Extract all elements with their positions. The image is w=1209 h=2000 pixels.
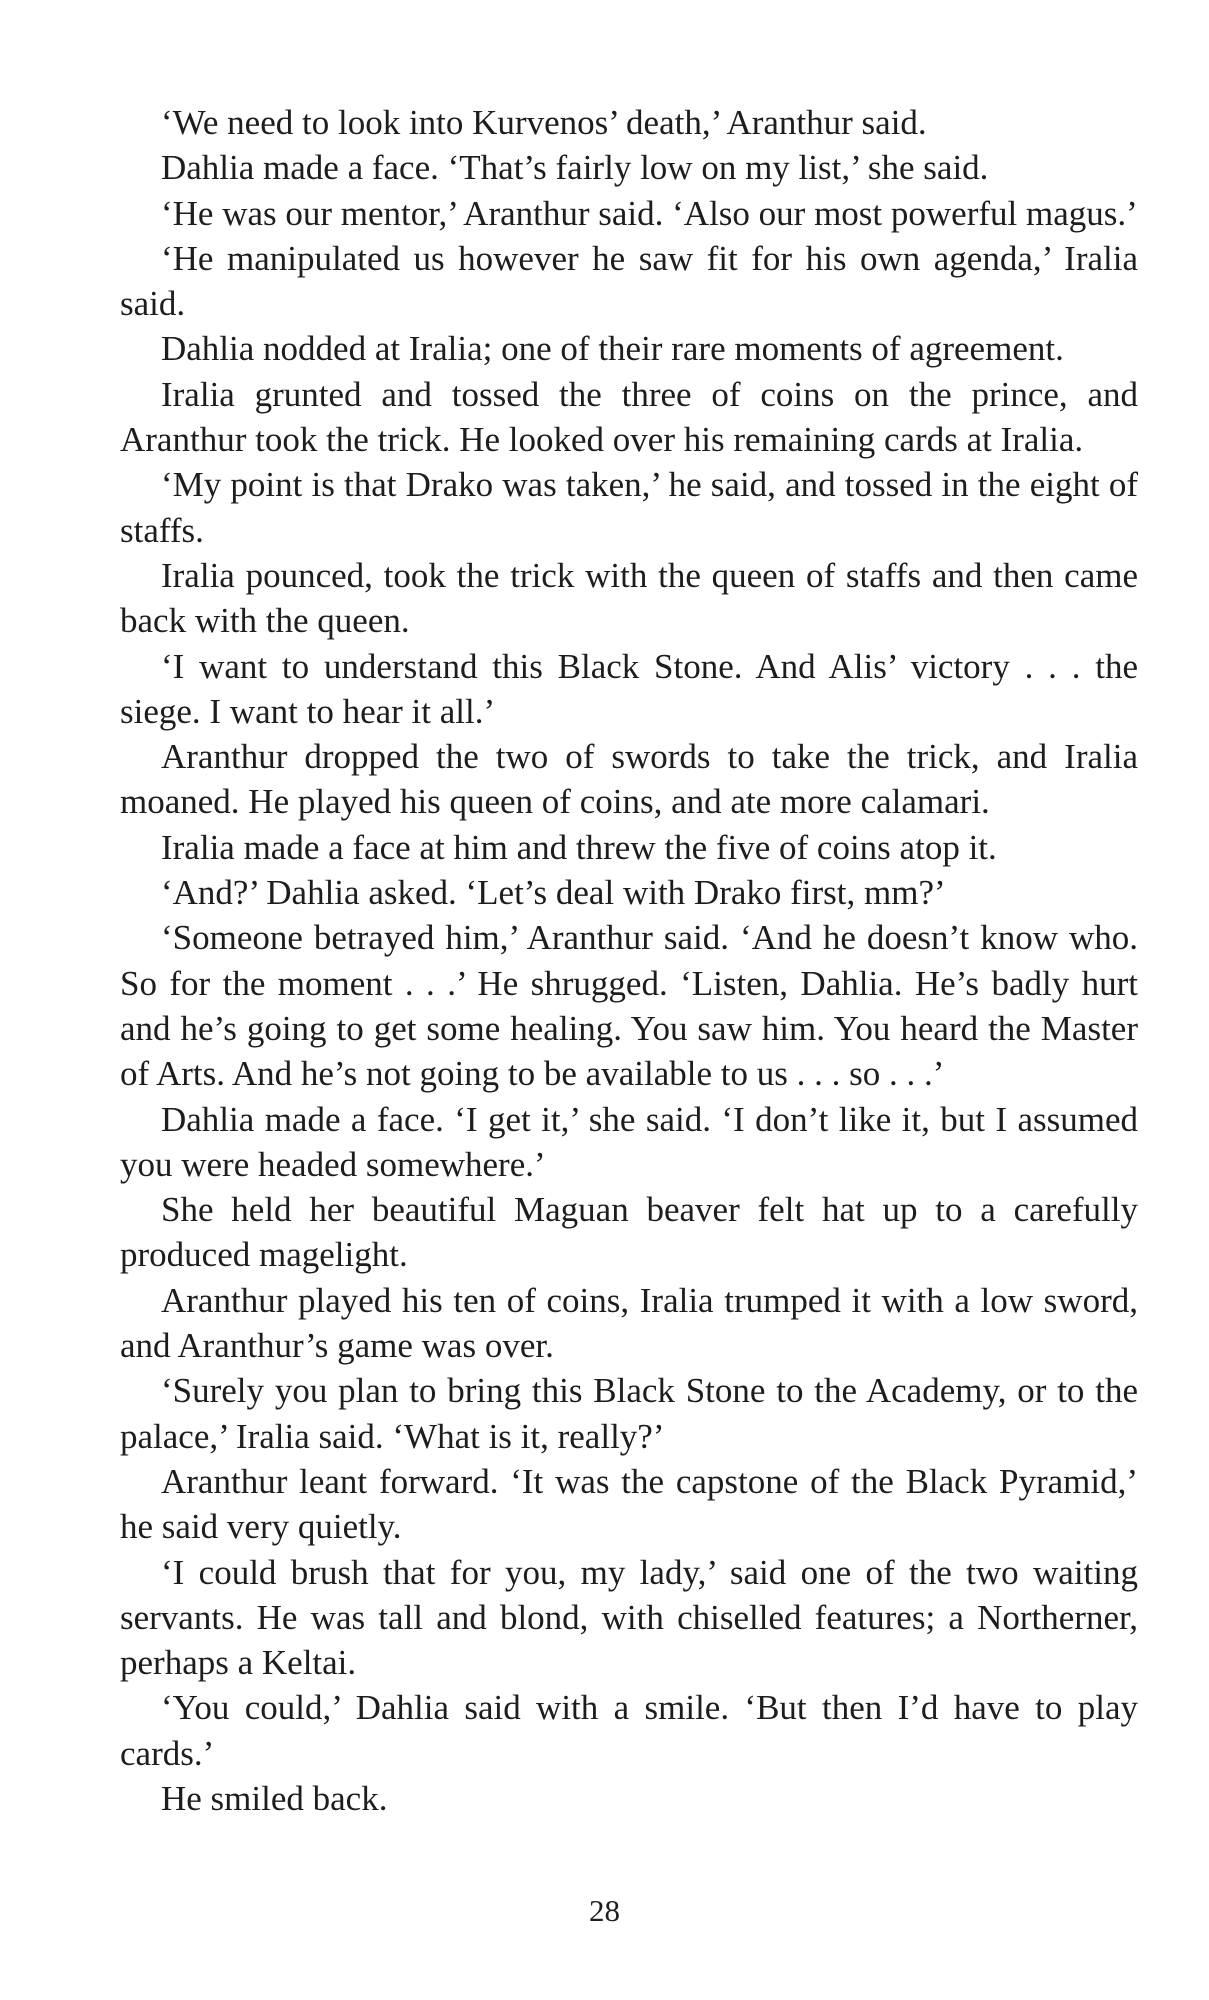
paragraph: ‘Surely you plan to bring this Black Stone to the Academy, or to the palace,’ Iralia said. ‘What is it, really?’ — [120, 1371, 1138, 1456]
paragraph: He smiled back. — [161, 1778, 388, 1818]
paragraph: Aranthur leant forward. ‘It was the capstone of the Black Pyramid,’ he said very quietly. — [120, 1461, 1138, 1547]
paragraph: ‘My point is that Drako was taken,’ he said, and tossed in the eight of staffs. — [120, 465, 1138, 550]
paragraph: Aranthur played his ten of coins, Iralia trumped it with a low sword, and Aranthur’s game was over. — [120, 1280, 1138, 1366]
paragraph: ‘You could,’ Dahlia said with a smile. ‘But then I’d have to play cards.’ — [120, 1688, 1138, 1773]
paragraph: ‘He manipulated us however he saw fit for his own agenda,’ Iralia said. — [120, 238, 1138, 324]
paragraph: Dahlia made a face. ‘I get it,’ she said. ‘I don’t like it, but I assumed you were headed somewhere.’ — [120, 1099, 1138, 1184]
body-text — [120, 100, 1138, 1821]
paragraph: ‘Someone betrayed him,’ Aranthur said. ‘And he doesn’t know who. So for the moment . . .’ He shrugged. ‘Listen, Dahlia. He’s badly hurt and he’s going to get some healing. You saw him. You heard the Master of Arts. And he’s not going to be available to us . . . so . . .’ — [120, 918, 1138, 1094]
paragraph: ‘I could brush that for you, my lady,’ said one of the two waiting servants. He was tall and blond, with chiselled features; a Northerner, perhaps a Keltai. — [120, 1552, 1138, 1683]
paragraph: Iralia pounced, took the trick with the queen of staffs and then came back with the queen. — [120, 555, 1138, 641]
paragraph: ‘We need to look into Kurvenos’ death,’ Aranthur said. — [161, 103, 927, 142]
paragraph: Dahlia nodded at Iralia; one of their rare moments of agreement. — [161, 329, 1064, 369]
paragraph: She held her beautiful Maguan beaver felt hat up to a carefully produced magelight. — [120, 1190, 1138, 1275]
paragraph: Dahlia made a face. ‘That’s fairly low on my list,’ she said. — [161, 148, 989, 188]
paragraph: Iralia grunted and tossed the three of coins on the prince, and Aranthur took the trick. He looked over his remaining cards at Iralia. — [120, 374, 1138, 460]
paragraph: ‘He was our mentor,’ Aranthur said. ‘Also our most powerful magus.’ — [161, 193, 1138, 233]
paragraph: ‘I want to understand this Black Stone. And Alis’ victory . . . the siege. I want to hear it all.’ — [120, 646, 1138, 731]
paragraph: Iralia made a face at him and threw the five of coins atop it. — [161, 827, 997, 867]
paragraph: Aranthur dropped the two of swords to take the trick, and Iralia moaned. He played his queen of coins, and ate more calamari. — [120, 737, 1138, 822]
paragraph: ‘And?’ Dahlia asked. ‘Let’s deal with Drako first, mm?’ — [161, 873, 946, 913]
page-number: 28 — [589, 1893, 620, 1928]
